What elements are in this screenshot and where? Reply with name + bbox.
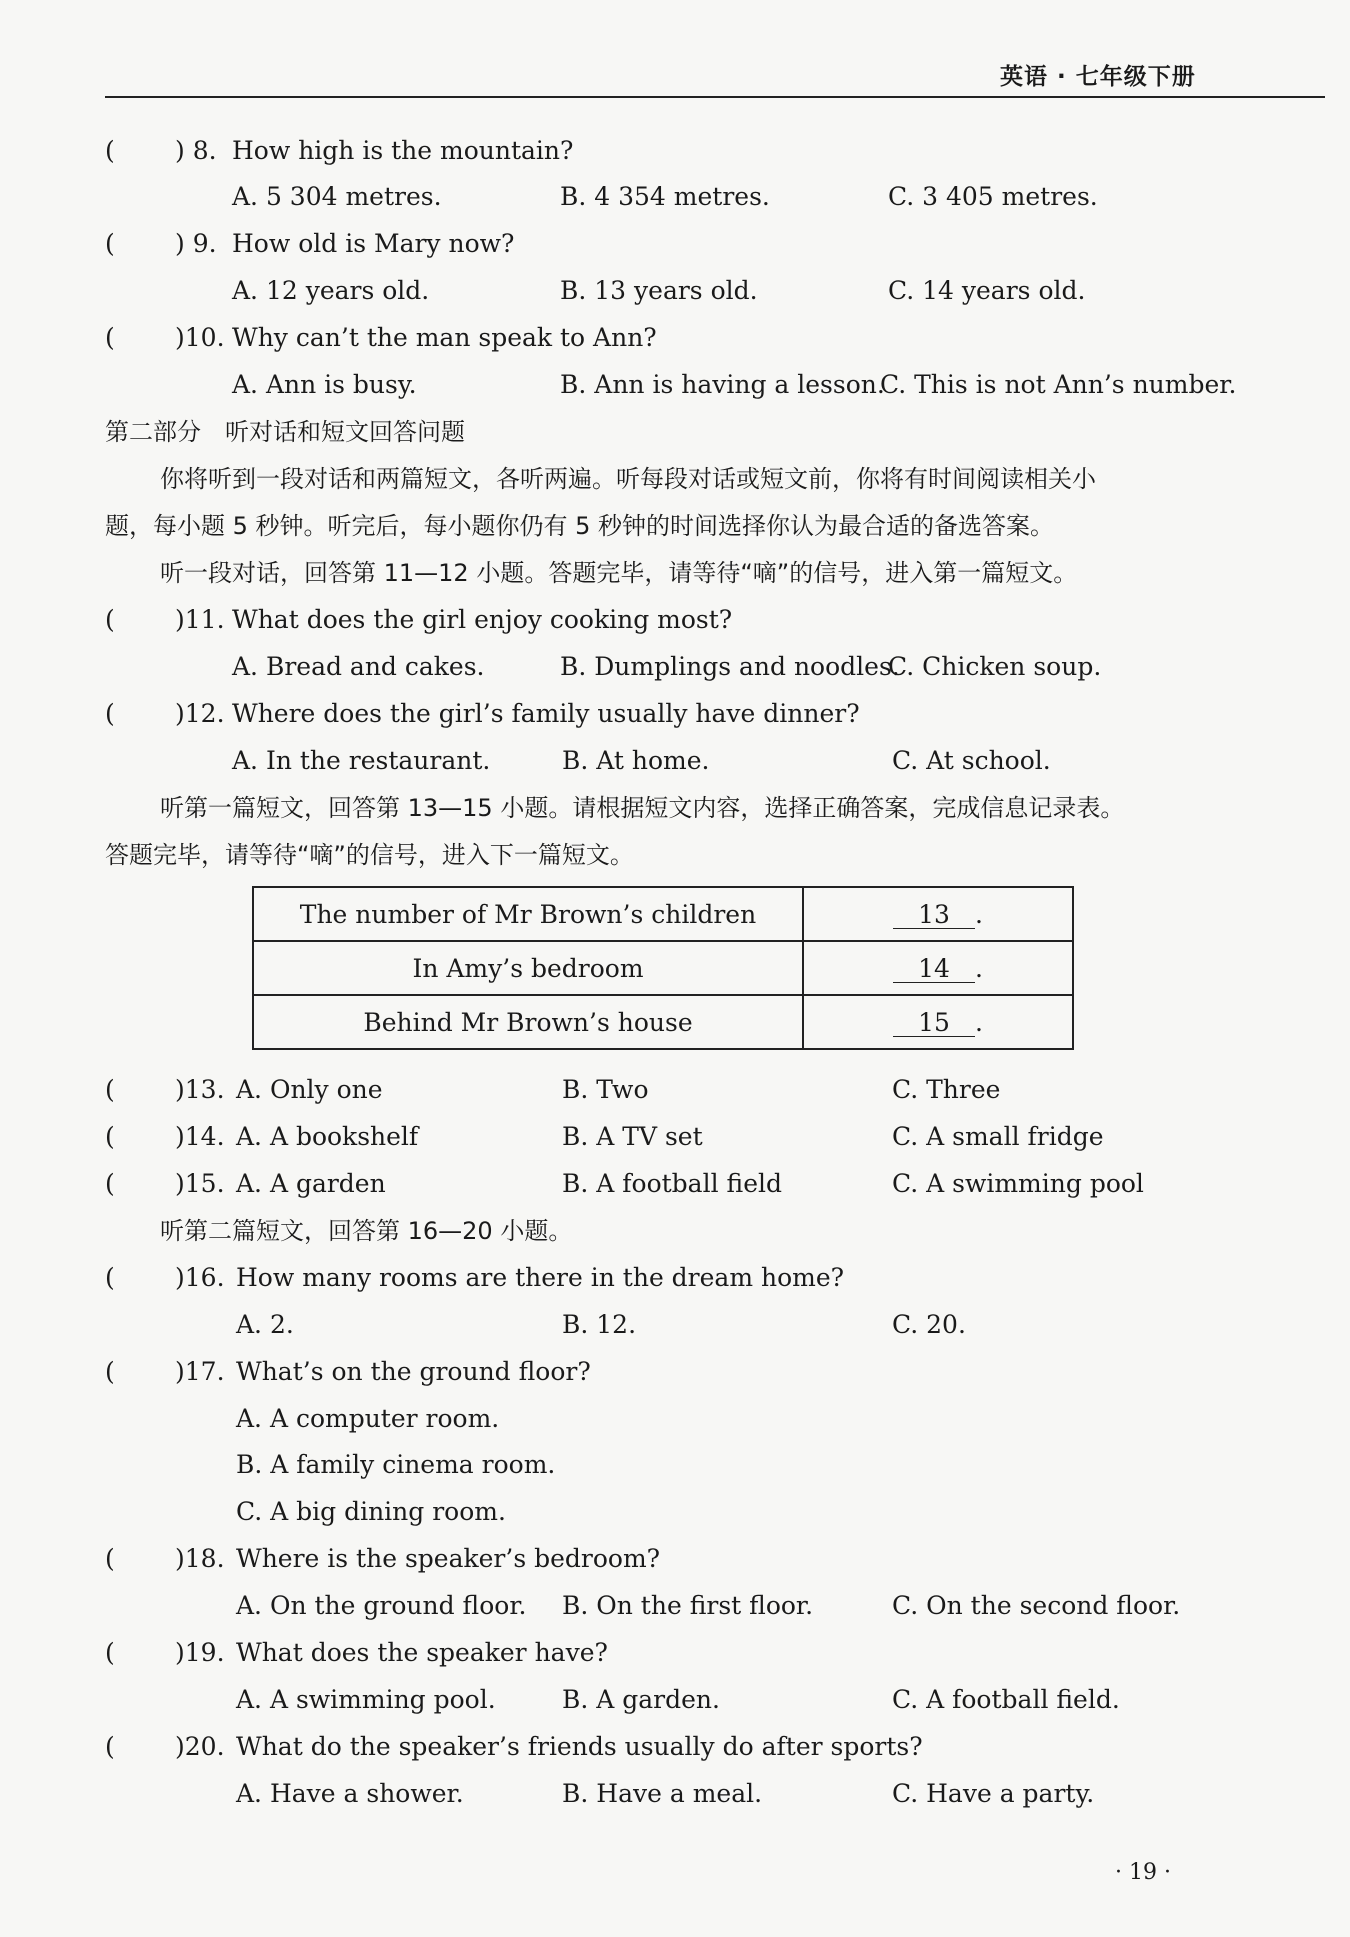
- answer-blank[interactable]: 13: [893, 902, 975, 929]
- question-number: )17.: [175, 1357, 225, 1386]
- table-answer-cell: 13 .: [803, 887, 1073, 941]
- answer-paren[interactable]: (: [105, 1263, 115, 1292]
- answer-paren[interactable]: (: [105, 1169, 115, 1198]
- table-label: Behind Mr Brown’s house: [253, 995, 803, 1049]
- option-b: B. A football field: [562, 1169, 782, 1198]
- question-number: )12.: [175, 699, 225, 728]
- option-b: B. A family cinema room.: [236, 1450, 556, 1479]
- header-rule: [105, 96, 1325, 98]
- table-label: In Amy’s bedroom: [253, 941, 803, 995]
- info-record-table: [252, 886, 1074, 1050]
- question-text: What do the speaker’s friends usually do after sports?: [236, 1732, 923, 1761]
- option-b: B. A TV set: [562, 1122, 703, 1151]
- option-a: A. In the restaurant.: [232, 746, 491, 775]
- question-number: )18.: [175, 1544, 225, 1573]
- table-answer-cell: 15 .: [803, 995, 1073, 1049]
- option-b: B. 4 354 metres.: [560, 182, 770, 211]
- dialogue-instruction: 听一段对话，回答第 11—12 小题。答题完毕，请等待“嘀”的信号，进入第一篇短文。: [160, 559, 1078, 587]
- option-b: B. On the first floor.: [562, 1591, 814, 1620]
- page-number: · 19 ·: [1115, 1860, 1171, 1885]
- question-text: How high is the mountain?: [232, 136, 574, 165]
- option-a: A. 12 years old.: [232, 276, 430, 305]
- answer-paren[interactable]: (: [105, 699, 115, 728]
- option-c: C. At school.: [892, 746, 1051, 775]
- option-a: A. A garden: [236, 1169, 386, 1198]
- option-c: C. On the second floor.: [892, 1591, 1181, 1620]
- option-a: A. On the ground floor.: [236, 1591, 527, 1620]
- answer-paren[interactable]: (: [105, 323, 115, 352]
- answer-paren[interactable]: (: [105, 1544, 115, 1573]
- option-b: B. Dumplings and noodles.: [560, 652, 900, 681]
- option-c: C. 14 years old.: [888, 276, 1086, 305]
- option-b: B. Have a meal.: [562, 1779, 763, 1808]
- header-title: 英语 · 七年级下册: [1000, 64, 1196, 90]
- table-row: [253, 887, 1073, 941]
- answer-paren[interactable]: (: [105, 1357, 115, 1386]
- passage1-instruction: 答题完毕，请等待“嘀”的信号，进入下一篇短文。: [105, 841, 634, 869]
- table-answer-cell: 14 .: [803, 941, 1073, 995]
- question-text: How old is Mary now?: [232, 229, 515, 258]
- answer-paren[interactable]: (: [105, 1732, 115, 1761]
- section-intro: 你将听到一段对话和两篇短文，各听两遍。听每段对话或短文前，你将有时间阅读相关小: [160, 465, 1096, 493]
- option-a: A. A swimming pool.: [236, 1685, 496, 1714]
- question-number: )19.: [175, 1638, 225, 1667]
- option-c: C. 3 405 metres.: [888, 182, 1098, 211]
- option-a: A. 2.: [236, 1310, 294, 1339]
- question-number: )11.: [175, 605, 225, 634]
- question-text: What does the speaker have?: [236, 1638, 608, 1667]
- question-text: What does the girl enjoy cooking most?: [232, 605, 733, 634]
- answer-paren[interactable]: (: [105, 1638, 115, 1667]
- option-c: C. A big dining room.: [236, 1497, 506, 1526]
- answer-paren[interactable]: (: [105, 136, 115, 165]
- option-c: C. A football field.: [892, 1685, 1120, 1714]
- passage1-instruction: 听第一篇短文，回答第 13—15 小题。请根据短文内容，选择正确答案，完成信息记录表。: [160, 794, 1125, 822]
- question-text: How many rooms are there in the dream home?: [236, 1263, 845, 1292]
- table-row: [253, 995, 1073, 1049]
- option-c: C. 20.: [892, 1310, 966, 1339]
- section-heading: 第二部分 听对话和短文回答问题: [105, 418, 465, 446]
- option-b: B. At home.: [562, 746, 710, 775]
- option-b: B. 12.: [562, 1310, 637, 1339]
- passage2-instruction: 听第二篇短文，回答第 16—20 小题。: [160, 1217, 573, 1245]
- option-a: A. 5 304 metres.: [232, 182, 442, 211]
- table-label: The number of Mr Brown’s children: [253, 887, 803, 941]
- option-a: A. A bookshelf: [236, 1122, 419, 1151]
- option-c: C. Have a party.: [892, 1779, 1095, 1808]
- question-number: )16.: [175, 1263, 225, 1292]
- option-b: B. Two: [562, 1075, 649, 1104]
- question-number: )13.: [175, 1075, 225, 1104]
- question-number: )14.: [175, 1122, 225, 1151]
- answer-paren[interactable]: (: [105, 605, 115, 634]
- answer-blank[interactable]: 15: [893, 1010, 975, 1037]
- section-intro: 题，每小题 5 秒钟。听完后，每小题你仍有 5 秒钟的时间选择你认为最合适的备选答案。: [105, 512, 1055, 540]
- question-number: )15.: [175, 1169, 225, 1198]
- question-number: ) 8.: [175, 136, 217, 165]
- option-c: C. This is not Ann’s number.: [880, 370, 1237, 399]
- question-number: )20.: [175, 1732, 225, 1761]
- question-text: Why can’t the man speak to Ann?: [232, 323, 657, 352]
- question-number: ) 9.: [175, 229, 217, 258]
- option-a: A. Ann is busy.: [232, 370, 417, 399]
- question-text: Where is the speaker’s bedroom?: [236, 1544, 661, 1573]
- option-c: C. A swimming pool: [892, 1169, 1144, 1198]
- answer-paren[interactable]: (: [105, 1075, 115, 1104]
- option-c: C. Chicken soup.: [888, 652, 1102, 681]
- option-a: A. A computer room.: [236, 1404, 500, 1433]
- option-b: B. A garden.: [562, 1685, 720, 1714]
- table-row: [253, 941, 1073, 995]
- question-text: Where does the girl’s family usually have dinner?: [232, 699, 860, 728]
- answer-blank[interactable]: 14: [893, 956, 975, 983]
- option-c: C. A small fridge: [892, 1122, 1104, 1151]
- answer-paren[interactable]: (: [105, 229, 115, 258]
- option-c: C. Three: [892, 1075, 1001, 1104]
- question-number: )10.: [175, 323, 225, 352]
- question-text: What’s on the ground floor?: [236, 1357, 591, 1386]
- option-a: A. Bread and cakes.: [232, 652, 485, 681]
- answer-paren[interactable]: (: [105, 1122, 115, 1151]
- option-b: B. 13 years old.: [560, 276, 758, 305]
- option-a: A. Have a shower.: [236, 1779, 464, 1808]
- option-a: A. Only one: [236, 1075, 383, 1104]
- option-b: B. Ann is having a lesson.: [560, 370, 885, 399]
